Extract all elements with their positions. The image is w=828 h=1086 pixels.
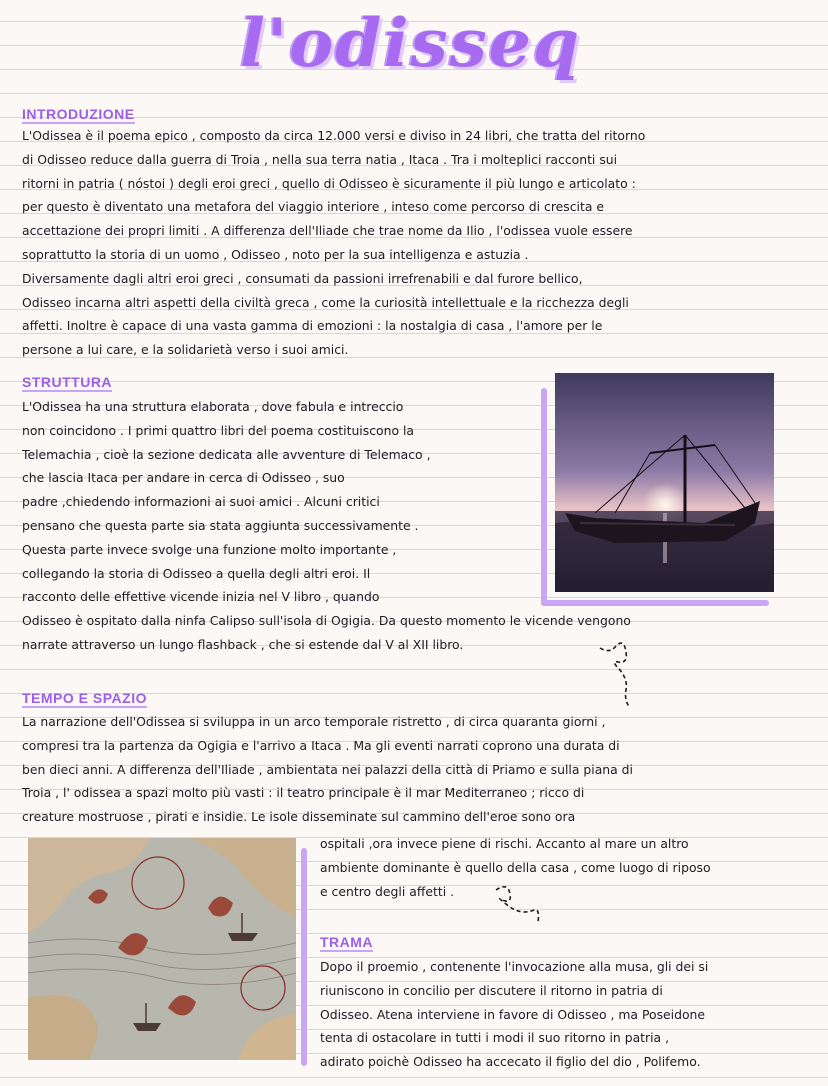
intro-paragraph [22, 124, 645, 362]
text-line: Diversamente dagli altri eroi greci , consumati da passioni irrefrenabili e dal furore bellico, [22, 270, 583, 286]
text-line: compresi tra la partenza da Ogigia e l'arrivo a Itaca . Ma gli eventi narrati coprono una durata di [22, 737, 620, 753]
text-line: Odisseo incarna altri aspetti della civiltà greca , come la curiosità intellettuale e la ricchezza degli [22, 294, 629, 310]
heading-introduzione [22, 105, 135, 123]
squiggle-loop-icon [494, 882, 544, 932]
text-line: non coincidono . I primi quattro libri del poema costituiscono la [22, 422, 415, 438]
text-line: adirato poichè Odisseo ha accecato il figlio del dio , Polifemo. [320, 1054, 701, 1070]
text-line: creature mostruose , pirati e insidie. Le isole disseminate sul cammino dell'eroe sono ora [22, 809, 576, 825]
text-line: che lascia Itaca per andare in cerca di Odisseo , suo [22, 470, 345, 486]
text-line: Dopo il proemio , contenente l'invocazione alla musa, gli dei si [320, 959, 709, 974]
text-line: per questo è diventato una metafora del viaggio interiore , inteso come percorso di crescita e [22, 199, 605, 215]
text-line: L'Odissea è il poema epico , composto da circa 12.000 versi e diviso in 24 libri, che tratta del ritorno [22, 128, 646, 143]
text-line: La narrazione dell'Odissea si sviluppa in un arco temporale ristretto , di circa quaranta giorni , [22, 714, 606, 729]
text-line: Telemachia , cioè la sezione dedicata alle avventure di Telemaco , [22, 446, 431, 462]
heading-tempo-spazio [22, 689, 147, 707]
sea-monsters-map [28, 838, 296, 1060]
squiggle-arrow-icon [598, 640, 648, 710]
text-line: Odisseo è ospitato dalla ninfa Calipso sull'isola di Ogigia. Da questo momento le vicende vengono [22, 613, 631, 629]
text-line: collegando la storia di Odisseo a quella degli altri eroi. Il [22, 565, 371, 581]
map-illustration [28, 838, 296, 1060]
text-line: ben dieci anni. A differenza dell'Iliade , ambientata nei palazzi della città di Priamo e sulla piana di [22, 761, 633, 777]
trama-paragraph [320, 955, 708, 1074]
tempo-paragraph [22, 710, 633, 829]
heading-tempo-spazio-text: TEMPO E SPAZIO [22, 690, 147, 706]
text-line: ospitali ,ora invece piene di rischi. Accanto al mare un altro [320, 836, 689, 851]
text-line: ritorni in patria ( nóstoi ) degli eroi greci , quello di Odisseo è sicuramente il più lungo e articolato : [22, 175, 636, 191]
text-line: riuniscono in concilio per discutere il ritorno in patria di [320, 982, 663, 998]
ship-illustration [555, 373, 774, 592]
text-line: Troia , l' odissea a spazi molto più vasti : il teatro principale è il mar Mediterraneo ; ricco di [22, 785, 585, 801]
frame-bar-left [541, 388, 547, 606]
map-frame-bar [301, 848, 307, 1066]
heading-introduzione-text: INTRODUZIONE [22, 106, 135, 122]
text-line: padre ,chiedendo informazioni ai suoi amici . Alcuni critici [22, 494, 380, 510]
text-line: narrate attraverso un lungo flashback , che si estende dal V al XII libro. [22, 636, 464, 652]
text-line: ambiente dominante è quello della casa , come luogo di riposo [320, 859, 711, 875]
text-line: racconto delle effettive vicende inizia nel V libro , quando [22, 589, 380, 605]
text-line: di Odisseo reduce dalla guerra di Troia , nella sua terra natia , Itaca . Tra i molteplici racconti sui [22, 151, 618, 167]
text-line: e centro degli affetti . [320, 883, 455, 899]
page-title: l'odisseq [240, 4, 581, 82]
text-line: affetti. Inoltre è capace di una vasta gamma di emozioni : la nostalgia di casa , l'amore per le [22, 318, 603, 334]
text-line: pensano che questa parte sia stata aggiunta successivamente . [22, 517, 419, 533]
text-line: accettazione dei propri limiti . A differenza dell'Iliade che trae nome da Ilio , l'odissea vuole essere [22, 223, 633, 239]
frame-bar-bottom [541, 600, 769, 606]
heading-trama-text: TRAMA [320, 934, 374, 950]
text-line: Questa parte invece svolge una funzione molto importante , [22, 541, 397, 557]
heading-trama [320, 933, 373, 951]
text-line: L'Odissea ha una struttura elaborata , dove fabula e intreccio [22, 399, 404, 414]
heading-struttura-text: STRUTTURA [22, 374, 113, 390]
text-line: soprattutto la storia di un uomo , Odisseo , noto per la sua intelligenza e astuzia . [22, 246, 529, 262]
text-line: tenta di ostacolare in tutti i modi il suo ritorno in patria , [320, 1030, 670, 1046]
heading-struttura [22, 373, 112, 391]
text-line: Odisseo. Atena interviene in favore di Odisseo , ma Poseidone [320, 1006, 706, 1022]
struttura-paragraph [22, 395, 631, 657]
text-line: persone a lui care, e la solidarietà verso i suoi amici. [22, 342, 349, 358]
ship-sunset-photo [555, 373, 774, 592]
